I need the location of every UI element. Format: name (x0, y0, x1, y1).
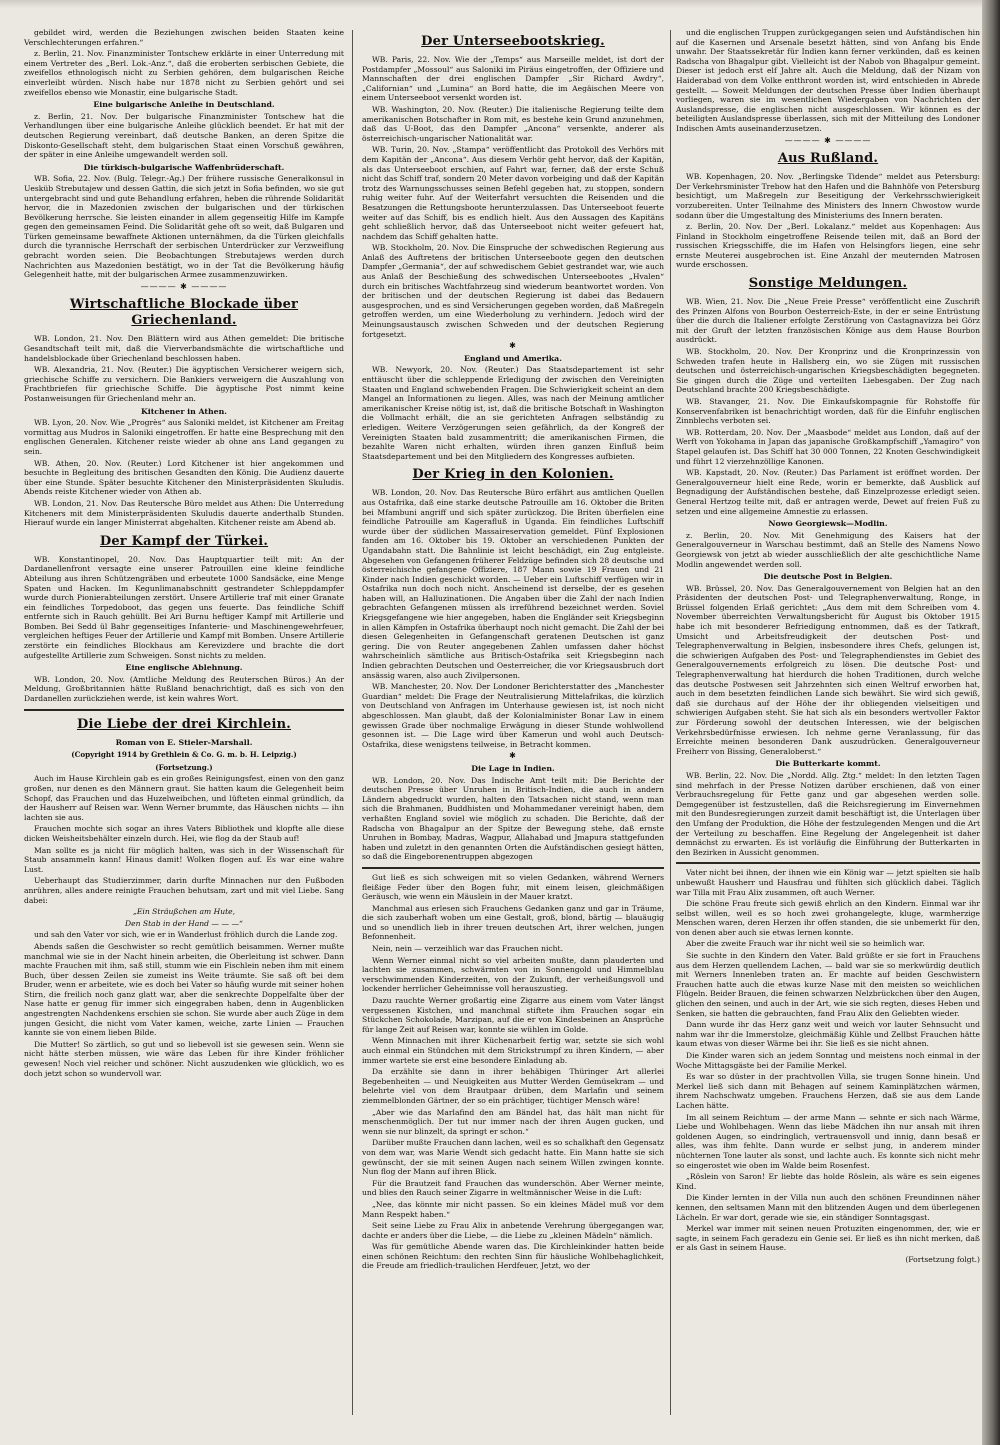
article-text: WB. Rotterdam, 20. Nov. Der „Maasbode“ meldet aus London, daß auf der Werft von Yokohama in Japan das japanische Großkampfschiff „Yamagiro“ von Stapel gelaufen ist. Das Schiff hat 30 000 Tonnen, 22 Knoten Geschwindigkeit und führt 12 vierzehnzöllige Kanonen. (676, 427, 980, 466)
article-text: WB. Lyon, 20. Nov. Wie „Progrès“ aus Saloniki meldet, ist Kitchener am Freitag vormittag aus Mudros in Saloniki eingetroffen. Er hatte eine Besprechung mit den englischen Generalen. Kitchener reiste wieder ab ohne ans Land gegangen zu sein. (24, 418, 344, 456)
subheading: England und Amerika. (464, 353, 562, 363)
article-text: z. Berlin, 21. Nov. Finanzminister Tontschew erklärte in einer Unterredung mit einem Vertreter des „Berl. Lok.-Anz.“, daß die eroberten serbischen Gebiete, die zweifellos ethnologisch nicht zu Serbien gehören, dem bulgarischen Reiche einverleibt würden. Nisch habe nur 1878 nicht zu Serbien gehört und sei zweifellos ebenso wie Monastir, eine bulgarische Stadt. (24, 49, 344, 97)
article-text: WB. Stockholm, 20. Nov. Der Kronprinz und die Kronprinzessin von Schweden trafen heute in Hallsberg ein, wo sie Zügen mit russischen deutschen und österreichisch-ungarischen Kriegsbeschädigten begegneten. Sie gingen durch die Züge und verteilten Liebesgaben. Der Zug nach Deutschland brachte 200 Kriegsbeschädigte. (676, 347, 980, 395)
subheading: Die türkisch-bulgarische Waffenbrüderschaft. (83, 162, 285, 172)
article-text: WB. Berlin, 22. Nov. Die „Nordd. Allg. Ztg.“ meldet: In den letzten Tagen sind mehrfach in der Presse Notizen darüber erschienen, daß von einer Verbrauchsregelung für Fette ganz und gar abgesehen werden solle. Demgegenüber ist festzustellen, daß die Reichsregierung im Einvernehmen mit den Bundesregierungen zurzeit damit beschäftigt ist, die Unterlagen über den Umfang der Produktion, die Höhe der festzulegenden Mengen und die Art der Verteilung zu beschaffen. Eine Regelung der Angelegenheit ist daher demnächst zu erwarten. Es ist vorläufig die Einführung der Butterkarten in den Bezirken in Aussicht genommen. (676, 770, 980, 857)
article-text: WB. Stockholm, 20. Nov. Die Einspruche der schwedischen Regierung aus Anlaß des Auftretens der britischen Unterseeboote gegen den deutschen Dampfer „Germania“, der auf schwedischem Gebiet gestrandet war, wie auch aus Anlaß der Beschießung des schwedischen Unterseebootes „Hvalen“ durch ein britisches Wachtfahrzeug sind wiederum beantwortet worden. Von der britischen und der deutschen Regierung ist dabei das Bedauern ausgesprochen, und es sind Versicherungen gegeben worden, daß Maßregeln getroffen werden, um eine Wiederholung zu verhindern. Jedoch wird der Meinungsaustausch zwischen Schweden und der deutschen Regierung fortgesetzt. (362, 243, 664, 339)
feuilleton-rule (24, 709, 344, 711)
serial-continuation: (Fortsetzung.) (155, 762, 213, 772)
article-text: WB. Sofia, 22. Nov. (Bulg. Telegr.-Ag.) Der frühere russische Generalkonsul in Uesküb Strebutajew und dessen Gattin, die sich jetzt in Sofia befinden, wo sie gut untergebracht sind und gute Behandlung erfahren, heben die rührende Solidarität hervor, die in Mazedonien zwischen der bulgarischen und der türkischen Bevölkerung herrsche. Sie leisten einander in allem gegenseitig Hilfe im Kampfe gegen den gemeinsamen Feind. Die Solidarität gehe oft so weit, daß Bulgaren und Türken gemeinsame bewaffnete Aktionen unternähmen, da die Türken gleichfalls durch die tyrannische Herrschaft der serbischen Unterdrücker zur Verzweiflung gebracht worden seien. Die Beobachtungen Strebutajews werden durch Nachrichten aus Mazedonien bestätigt, wo in der Tat die Bevölkerung häufig Gelegenheit hatte, mit der bulgarischen Armee zusammenzuwirken. (24, 174, 344, 280)
headline-ubootkrieg: Der Unterseebootskrieg. (421, 34, 605, 49)
article-text: und die englischen Truppen zurückgegangen seien und Aufständischen hin auf die Kasernen und Arsenale besetzt hätten, sind von Anfang bis Ende unwahr. Der Staatssekretär für Indien kann ferner verkünden, daß es keinen Radscha von Bhagalpur gibt. Vielleicht ist der Nabob von Bhagalpur gemeint. Dieser ist jedoch erst elf Jahre alt. Auch die Meldung, daß der Nizam von Haiderabad von dem Volke entthront worden ist, wird entschieden in Abrede gestellt. — Soweit Meldungen der deutschen Presse über Indien überhaupt vorliegen, waren sie im wesentlichen Wiedergaben von Nachrichten der Auslandspresse, die englischen nicht ausgeschlossen. Wir können es der beteiligten Auslandspresse überlassen, sich mit der Mitteilung des Londoner Indischen Amts auseinanderzusetzen. (676, 28, 980, 133)
serial-text: Wenn Werner einmal nicht so viel arbeiten mußte, dann plauderten und lachten sie zusammen, schwärmten von in Sonnengold und Himmelblau verschwimmenden Kinderzeiten, von der Zukunft, der verheißungsvoll und lockender herrlicher Geheimnisse voll herauszustieg. (362, 955, 664, 994)
article-text: WB. Manchester, 20. Nov. Der Londoner Berichterstatter des „Manchester Guardian“ meldet: Die Frage der Neutralisierung Mittelafrikas, die kürzlich von Deutschland von Anfragen im Unterhause gewiesen ist, ist noch nicht abgeschlossen. Man glaubt, daß der Kolonialminister Bonar Law in einem gewissen Grade über nochmalige Erwägung in dieser Stunde wohlwollend gesonnen ist. — Die Lage wird über Kamerun und wohl auch Deutsch-Ostafrika, diese wenigstens teilweise, in Betracht kommen. (362, 682, 664, 749)
adjacent-page-edge (982, 0, 1000, 1445)
article-text: WB. London, 21. Nov. Das Reutersche Büro meldet aus Athen: Die Unterredung Kitcheners mit dem Ministerpräsidenten Skuludis dauerte anderthalb Stunden. Hierauf wurde ein langer Ministerrat abgehalten. Kitchener reiste am Abend ab. (24, 498, 344, 528)
article-text: WB. Newyork, 20. Nov. (Reuter.) Das Staatsdepartement ist sehr enttäuscht über die schleppende Erledigung der zwischen den Vereinigten Staaten und England schwebenden Fragen. Die Schwierigkeit scheint an dem Mangel an Informationen zu liegen. Alles, was nach der Meinung amtlicher amerikanischer Kreise nötig ist, ist, daß die britische Botschaft in Washington die Vollmacht erhält, die an sie gerichteten Anfragen selbständig zu erledigen. Weitere Verzögerungen seien gefährlich, da der Kongreß der Vereinigten Staaten bald zusammentritt; die amerikanischen Firmen, die bezahlte Waren nicht erhalten, würden ihren ganzen Einfluß beim Staatsdepartement und bei den Mitgliedern des Kongresses aufbieten. (362, 365, 664, 461)
article-text: z. Berlin, 21. Nov. Der bulgarische Finanzminister Tontschew hat die Verhandlungen über eine bulgarische Anleihe glücklich beendet. Er hat mit der deutschen Regierung vereinbart, daß deutsche Banken, an deren Spitze die Diskonto-Gesellschaft steht, dem bulgarischen Staat einen Vorschuß gewähren, der später in eine Anleihe umgewandelt werden soll. (24, 111, 344, 160)
serial-text: Darüber mußte Frauchen dann lachen, weil es so schalkhaft den Gegensatz von dem war, was Marie Wendt sich gedacht hatte. Ein Mann hatte sie sich gewünscht, der sie mit seinen Augen nach seinem Willen zwingen konnte. Nun flog der Mann auf ihren Blick. (362, 1138, 664, 1177)
separator-star: ✱ (509, 751, 517, 761)
serial-text: Dazu rauchte Werner großartig eine Zigarre aus einem vom Vater längst vergessenen Kistchen, und manchmal stiftete ihm Frauchen sogar ein Stückchen Schokolade, Marzipan, auf die er von Kindesbeinen an Ansprüche für lange Zeit auf Reisen war, konnte sie wühlen im Golde. (362, 996, 664, 1034)
paper-edge (0, 0, 1000, 8)
subheading: Eine bulgarische Anleihe in Deutschland. (93, 100, 275, 110)
serial-to-be-continued: (Fortsetzung folgt.) (905, 1254, 980, 1264)
serial-author: Roman von E. Stieler-Marshall. (115, 737, 253, 747)
serial-text: Die Mutter! So zärtlich, so gut und so liebevoll ist sie gewesen sein. Wenn sie nicht hätte sterben müssen, wie wäre das Leben für ihre Kinder fröhlicher gewesen! Noch viel reicher und schöner. Nicht auszudenken wie glücklich, wo es doch jetzt schon so wundervoll war. (24, 1039, 344, 1078)
serial-text: Was für gemütliche Abende waren das. Die Kirchleinkinder hatten beide einen schönen Reichtum: den rechten Sinn für häusliche Wohlbehaglichkeit, die Freude am friedlich-traulichen Herdfeuer, Jetzt, wo der (362, 1242, 664, 1271)
column-right (676, 28, 980, 1421)
serial-text: „Aber wie das Marlafind den am Bändel hat, das hält man nicht für menschenmöglich. Der tut nur immer nach der ihren Augen gucken, und wenn sie nur blinzelt, da springt er schon.“ (362, 1107, 664, 1136)
serial-text: Es war so düster in der prachtvollen Villa, sie trugen Sonne hinein. Und Merkel ließ sich dann mit Behagen auf seinem Kaminplätzchen wärmen, ihrem Nachschwatz umgeben. Frauchens Herzen, daß sie aus dem Lande Lachen hätte. (676, 1072, 980, 1110)
verse-line: „Ein Sträußchen am Hute, (132, 907, 236, 917)
article-text: WB. Stavanger, 21. Nov. Die Einkaufskompagnie für Rohstoffe für Konservenfabriken ist benachrichtigt worden, daß für die Einfuhr englischen Zinnblechs verboten sei. (676, 397, 980, 426)
article-text: gebildet wird, werden die Beziehungen zwischen beiden Staaten keine Verschlechterungen erfahren.“ (24, 28, 344, 47)
serial-text: Die Kinder lernten in der Villa nun auch den schönen Freundinnen näher kennen, den seltsamen Mann mit den blitzenden Augen und dem überlegenen Lächeln. Er war dort, gerade wie sie, ein ständiger Sonntagsgast. (676, 1193, 980, 1222)
separator-star: ———— ✱ ———— (784, 135, 872, 145)
serial-text: Frauchen mochte sich sogar an ihres Vaters Bibliothek und klopfte alle diese dicken Weisheitsbehälter einzeln durch. Hei, wie flog da der Staub auf! (24, 824, 344, 843)
subheading: Die Butterkarte kommt. (775, 759, 881, 769)
serial-title: Die Liebe der drei Kirchlein. (76, 716, 292, 732)
article-text: WB. Alexandria, 21. Nov. (Reuter.) Die ägyptischen Versicherer weigern sich, griechische Schiffe zu versichern. Die Bankiers verweigern die Auszahlung von Frachtbriefen für griechische Schiffe. Die ägyptische Post nimmt keine Postanweisungen für Griechenland mehr an. (24, 365, 344, 403)
verse-line: Den Stab in der Hand — — —“ (125, 918, 243, 928)
subheading: Die deutsche Post in Belgien. (763, 572, 893, 582)
serial-text: Merkel war immer mit seinen neuen Protuziten eingenommen, der, wie er sagte, in seinem Fach geradezu ein Genie sei. Er ließ es ihn nicht merken, daß er als Gast in seinem Hause. (676, 1224, 980, 1253)
headline-russland: Aus Rußland. (777, 151, 879, 167)
serial-text: Vater nicht bei ihnen, der ihnen wie ein König war — jetzt spielten sie halb unbewußt Hausherr und Hausfrau und fühlten sich glücklich dabei. Täglich war Tilla mit Frau Alix zusammen, oft auch Werner. (676, 868, 980, 897)
headline-sonstige: Sonstige Meldungen. (748, 276, 908, 292)
headline-blockade: Wirtschaftliche Blockade über Griechenland. (69, 297, 299, 329)
serial-text: Wenn Minnachen mit ihrer Küchenarbeit fertig war, setzte sie sich wohl auch einmal ein Stündchen mit dem Strickstrumpf zu ihren Kindern, — aber immer wartete sie erst eine besondere Einladung ab. (362, 1036, 664, 1065)
article-text: WB. Konstantinopel, 20. Nov. Das Hauptquartier teilt mit: An der Dardanellenfront versagte eine unserer Patrouillen eine kleine feindliche Abteilung aus ihren Schützengräben und erbeutete 1000 Sandsäcke, eine Menge Spaten und Hacken. Im Kegunlimanabschnitt gestrandeter Schleppdampfer wurde durch Pionierabteilungen zerstört. Unsere Artillerie traf mit einer Granate ein feindliches Torpedoboot, das gegen uns feuerte. Das feindliche Schiff entfernte sich in Rauch gehüllt. Bei Ari Burnu heftiger Kampf mit Artillerie und Bomben. Bei Sedd ül Bahr gegenseitiges Infanterie- und Maschinengewehrfeuer, vergleichen heftiges Feuer der Artillerie und Kampf mit Bomben. Unsere Artillerie zerstörte ein feindliches Blockhaus am Kerevizdere und brachte die dort aufgestellte Artillerie zum Schweigen. Sonst nichts zu melden. (24, 554, 344, 660)
serial-text: Seit seine Liebe zu Frau Alix in anbetende Verehrung übergegangen war, dachte er anders über die Liebe, — die Liebe zu „kleinen Mädeln“ nämlich. (362, 1221, 664, 1240)
article-text: WB. London, 21. Nov. Den Blättern wird aus Athen gemeldet: Die britische Gesandtschaft teilt mit, daß die Vierverbandsmächte die wirtschaftliche und handelsblockade über Griechenland beschlossen haben. (24, 334, 344, 363)
serial-text: Nein, nein — verzeihlich war das Frauchen nicht. (372, 944, 564, 954)
separator-star: ———— ✱ ———— (140, 281, 228, 291)
serial-text: Für die Brautzeit fand Frauchen das wunderschön. Aber Werner meinte, und blies den Rauch seiner Zigarre in weltmännischer Weise in die Luft: (362, 1178, 664, 1198)
serial-text: Aber die zweite Frauch war ihr nicht weil sie so heimlich war. (686, 939, 925, 949)
article-text: WB. Kopenhagen, 20. Nov. „Berlingske Tidende“ meldet aus Petersburg: Der Verkehrsminister Trebow hat den Hafen und die Bahnhöfe von Petersburg besichtigt, um Maßregeln zur Beseitigung der Verkehrsschwierigkeit vorzubereiten. Unter Teilnahme des Ministers des Innern Chwostow wurde sodann über die Umgestaltung des Ministeriums des Innern beraten. (676, 172, 980, 220)
article-text: WB. Wien, 21. Nov. Die „Neue Freie Presse“ veröffentlicht eine Zuschrift des Prinzen Alfons von Bourbon Oesterreich-Este, in der er seine Entrüstung über die durch die Italiener erfolgte Zerstörung von Castagnavizza bei Görz mit der Gruft der letzten französischen Könige aus dem Hause Bourbon ausdrückt. (676, 297, 980, 345)
article-text: WB. London, 20. Nov. Das Reutersche Büro erfährt aus amtlichen Quellen aus Ostafrika, daß eine starke deutsche Patrouille am 16. Oktober die Briten bei Mfambuni angriff und sich später zurückzog. Die Briten überfielen eine feindliche Patrouille am Kagerafluß in Uganda. Ein feindliches Luftschiff wurde über der südlichen Massaireservation gemeldet. Fünf Explosionen fanden am 16. Oktober bis 19. Oktober an verschiedenen Punkten der Ugandabahn statt. Die Bahnlinie ist leicht beschädigt, ein Zug entgleiste. Abgesehen von Gefangenen früherer Feldzüge befinden sich 28 deutsche und österreichische gefangene Offiziere, 187 Mann sowie 19 Frauen und 21 Kinder nach Indien geschickt worden. — Ueber ein Luftschiff verfügen wir in Ostafrika nun doch noch nicht. Anscheinend ist derselbe, der es gesehen haben will, an Halluzinationen. Die Angaben über die Zahl der nach Indien gebrachten Gefangenen müssen als irreführend bezeichnet werden. Soviel Kriegsgefangene wie hier angegeben, haben die Engländer seit Kriegsbeginn in allen Kämpfen in Ostafrika überhaupt noch nicht gemacht. Die Zahl der bei diesen Gelegenheiten in Gefangenschaft geratenen Deutschen ist ganz gering. Die von Reuter angegebenen Zahlen umfassen daher höchst wahrscheinlich sämtliche aus Britisch-Ostafrika seit Kriegsbeginn nach Indien gebrachten Deutschen und Oesterreicher, die vor Kriegsausbruch dort ansässig waren, also auch Zivilpersonen. (362, 488, 664, 680)
serial-text: Sie suchte in den Kindern den Vater. Bald grüßte er sie fort in Frauchens aus dem Herzen quellendem Lachen, — bald war sie so merkwürdig deutlich mit Werners Innenleben traten an. Er machte auf beiden Geschwistern Frauchen hatte auch die etwas kurze Nase mit den meisten so weichlichen Flügeln. Beider Brauen, die feinen schwarzen Nelzbrückchen über den Augen, glichen den seinen, und auch in der Art, wie sie sich regten, dieses Heben und Senken, sie hatten die gebrauchten, fand Frau Alix den Geliebten wieder. (676, 951, 980, 1018)
column-rule (352, 30, 353, 1415)
feuilleton-rule (362, 867, 664, 869)
serial-text: und sah den Vater vor sich, wie er in Wanderlust fröhlich durch die Lande zog. (34, 930, 338, 940)
serial-text: Gut ließ es sich schweigen mit so vielen Gedanken, während Werners fleißige Feder über den Bogen fuhr, mit einem leisen, gleichmäßigen Geräusch, wie wenn ein Mäuslein in der Mauer kratzt. (362, 872, 664, 902)
headline-kolonien: Der Krieg in den Kolonien. (412, 467, 614, 483)
article-text: z. Berlin, 20. Nov. Mit Genehmigung des Kaisers hat der Generalgouverneur in Warschau bestimmt, daß an Stelle des Namens Nowo Georgiewsk von jetzt ab wieder ausschließlich der alte geschichtliche Name Modlin angewendet werden soll. (676, 530, 980, 569)
article-text: z. Berlin, 20. Nov. Der „Berl. Lokalanz.“ meldet aus Kopenhagen: Aus Finland in Stockholm eingetroffene Reisende teilen mit, daß an Bord der russischen Kriegsschiffe, die im Hafen von Helsingfors liegen, eine sehr ernste Meuterei ausgebrochen ist. Eine Anzahl der meuternden Matrosen wurde erschossen. (676, 222, 980, 270)
serial-text: Im all seinem Reichtum — der arme Mann — sehnte er sich nach Wärme, Liebe und Wohlbehagen. Wenn das liebe Mädchen ihn nur ansah mit ihren goldenen Augen, so eindringlich, vertrauensvoll und innig, dann besaß er alles, was ihm fehlte. Dann wurde er selbst jung, in anderem minder nüchternen Tone lauter als sonst, und lachte auch. Es konnte sich nicht mehr so eingerostet wie oben im Walde beim Rosenfest. (676, 1112, 980, 1170)
subheading: Kitchener in Athen. (140, 406, 228, 416)
article-text: WB. Kapstadt, 20. Nov. (Reuter.) Das Parlament ist eröffnet worden. Der Generalgouverneur hielt eine Rede, worin er bemerkte, daß Ausblick auf Begnadigung der Aufständischen bestehe, daß Einzelprozesse erledigt seien. General Hertzog teilte mit, daß er antragen werde, Dewet auf freien Fuß zu setzen und eine allgemeine Amnestie zu erlassen. (676, 468, 980, 516)
column-middle (362, 28, 664, 1421)
article-text: WB. Washington, 20. Nov. (Reuter.) Die italienische Regierung teilte dem amerikanischen Botschafter in Rom mit, es bestehe kein Grund anzunehmen, daß das U-Boot, das den Dampfer „Ancona“ versenkte, anderer als österreichisch-ungarischer Nationalität war. (362, 104, 664, 143)
subheading: Nowo Georgiewsk—Modlin. (768, 519, 888, 529)
article-text: WB. Paris, 22. Nov. Wie der „Temps“ aus Marseille meldet, ist dort der Postdampfer „Mossoul“ aus Saloniki im Piräus eingetroffen, der Offiziere und Mannschaften der drei englischen Dampfer „Sir Richard Awdry“, „Californian“ und „Lumina“ an Bord hatte, die im Aegäischen Meere von einem Unterseeboot versenkt worden ist. (362, 55, 664, 103)
serial-text: Da erzählte sie dann in ihrer behäbigen Thüringer Art allerlei Begebenheiten — und Neuigkeiten aus Mutter Werden Gemüsekram — und belehrte viel von dem Brautpaar drüben, dem Marlafin und seinem ziemmelblonden Gärtner, der so ein prächtiger, tüchtiger Mensch wäre! (362, 1067, 664, 1105)
column-rule (670, 30, 671, 1415)
serial-text: „Nee, das könnte mir nicht passen. So ein kleines Mädel muß vor dem Mann Respekt haben.“ (362, 1199, 664, 1219)
serial-text: Man sollte es ja nicht für möglich halten, was sich in der Wissenschaft für Staub ansammeln kann! Hinaus damit! Wolken flogen auf. Es war eine wahre Lust. (24, 845, 344, 874)
serial-text: „Röslein von Saron! Er liebte das holde Röslein, als wäre es sein eigenes Kind. (676, 1172, 980, 1191)
subheading: Eine englische Ablehnung. (125, 663, 243, 673)
serial-text: Manchmal aus erlesen sich Frauchens Gedanken ganz und gar in Träume, die sich zauberhaft woben um eine Gestalt, groß, blond, bärtig — blauäugig und so unendlich lieb in ihrer treuen deutschen Art, ihrer welchen, jungen Befonnenheit. (362, 903, 664, 942)
subheading: Die Lage in Indien. (471, 763, 555, 773)
article-text: WB. London, 20. Nov. Das Indische Amt teilt mit: Die Berichte der deutschen Presse über Unruhen in Britisch-Indien, die auch in andern Ländern abgedruckt wurden, halten den Tatsachen nicht stand, wenn man sich die Brahmanen, Buddhisten und Mohammedaner vereinigt haben, dem verhaßten England soviel wie möglich zu schaden. Die Berichte, daß der Radscha von Bhagalpur an der Spitze der Bewegung stehe, daß ernste Unruhen in Bombay, Madras, Wagpur, Allahabad und Jmapura stattgefunden haben und zuletzt in den genannten Orten die Aufständischen gesiegt hätten, so daß die Eingeborenentruppen abgezogen (362, 775, 664, 862)
serial-text: Die Kinder waren sich an jedem Sonntag und meistens noch einmal in der Woche Mittagsgäste bei der Familie Merkel. (676, 1051, 980, 1070)
article-text: WB. London, 20. Nov. (Amtliche Meldung des Reuterschen Büros.) An der Meldung, Großbritannien hätte Rußland benachrichtigt, daß es sich von den Dardanellen zurückziehen werde, ist kein wahres Wort. (24, 674, 344, 704)
headline-tuerkei: Der Kampf der Türkei. (99, 533, 269, 549)
separator-star: ✱ (509, 341, 517, 351)
serial-text: Ueberhaupt das Studierzimmer, darin durfte Minnachen nur den Fußboden anrühren, alles andere reinigte Frauchen behutsam, zart und mit viel Liebe. Sang dabei: (24, 876, 344, 905)
serial-text: Abends saßen die Geschwister so recht gemütlich beisammen. Werner mußte manchmal wie sie in der Nacht hinein arbeiten, die Oberleitung ist schwer. Dann machte Frauchen mit ihm, saß still, stumm wie ein Fischlein neben ihm mit einem Buch, über dessen Zeilen sie zumeist ins Weite träumte. Sie saß oft bei dem Bruder, wenn er arbeitete, wie es doch bei Vater so häufig wurde mit seiner hohen Stirn, die freilich noch ganz glatt war, aber die senkrechte Doppelfalte über der Nase hatte er genug für immer sich eingegraben haben, denn in Augenblicken angestrengten Nachdenkens erschien sie schon. Sie wurde aber auch Züge in dem jungen Gesicht, die nicht vom Vater kamen, weiche, zarte Linien — Frauchen kannte sie von einem lieben Bilde. (24, 941, 344, 1038)
article-text: WB. Turin, 20. Nov. „Stampa“ veröffentlicht das Protokoll des Verhörs mit dem Kapitän der „Ancona“. Aus diesem Verhör geht hervor, daß der Kapitän, als das Unterseeboot erschien, auf Fahrt war, ferner, daß der erste Schuß nicht das Schiff traf, sondern 20 Meter davon vorbeiging und daß der Kapitän trotz des Warnungsschusses seinen Befehl gegeben hat, zu stoppen, sondern ruhig weiter fuhr. Auf der Weiterfahrt versuchten die Reisenden und die Besatzungen die Rettungsboote herunterzulassen. Das Unterseeboot feuerte weiter auf das Schiff, bis es endlich hielt. Aus den Aussagen des Kapitäns geht schließlich hervor, daß das Unterseeboot nicht weiter gefeuert hat, nachdem das Schiff gehalten hatte. (362, 145, 664, 241)
serial-text: Die schöne Frau freute sich gewiß ehrlich an den Kindern. Einmal war ihr selbst willen, weil es so hoch zwei grohangelegte, kluge, warmherzige Menschen waren, deren Herzen ihr offen standen, die sie unbemerkt für den, von denen aber auch sie etwas lernen konnte. (676, 899, 980, 937)
serial-text: Auch im Hause Kirchlein gab es ein großes Reinigungsfest, einen von den ganz großen, nur denen es den Männern graut. Sie hatten kaum die Gelegenheit beim Schopf, das Frauchen und das Huzelweibchen, und lüfteten einmal gründlich, da der Hausherr auf Reisen war. Wenn Werner brummte, das Häuschen nichts — ihn lachten sie aus. (24, 774, 344, 822)
feuilleton-rule (676, 862, 980, 864)
column-left (24, 28, 344, 1421)
serial-text: Dann wurde ihr das Herz ganz weit und weich vor lauter Sehnsucht und nahm war ihr die Immerstolze, gleichmäßig Kühle und Zellbst Frauchen hätte kaum etwas von dieser Wärme bei ihr. Sie ließ es sie nicht ahnen. (676, 1020, 980, 1049)
serial-copyright: (Copyright 1914 by Grethlein & Co. G. m. b. H. Leipzig.) (71, 750, 297, 760)
article-text: WB. Brüssel, 20. Nov. Das Generalgouvernement von Belgien hat an den Präsidenten der deutschen Post- und Telegraphenverwaltung, Ronge, in Brüssel folgenden Erlaß gerichtet: „Aus dem mit dem Schreiben vom 4. November überreichten Verwaltungsbericht für August bis Oktober 1915 habe ich mit besonderer Befriedigung entnommen, daß es der Tatkraft, Umsicht und Arbeitsfreudigkeit der deutschen Post- und Telegraphenverwaltung in Belgien, insbesondere ihres Chefs, gelungen ist, die schwierigen Aufgaben des Post- und Telegraphendienstes im Gebiet des Generalgouvernements erfolgreich zu lösen. Die deutsche Post- und Telegraphenverwaltung hat hierdurch die hohen Traditionen, durch welche das deutsche Postwesen seit Jahrzehnten sich einen Weltruf erworben hat, auch in dem besetzten feindlichen Lande sich bewährt. Sie wird sich gewiß, daß sie durchaus auf der Höhe der ihr obliegenden vielseitigen und schwierigen Aufgaben steht. Sie hat sich als ein besonders wertvoller Faktor zur Förderung sowohl der deutschen Interessen, wie der belgischen Verkehrsbedürfnisse erwiesen. Ich nehme gerne Veranlassung, für das Erreichte meinen besonderen Dank auszudrücken. Generalgouverneur Freiherr von Bissing, Generaloberst.“ (676, 583, 980, 756)
article-text: WB. Athen, 20. Nov. (Reuter.) Lord Kitchener ist hier angekommen und besuchte in Begleitung des britischen Gesandten den König. Die Audienz dauerte über eine Stunde. Später besuchte Kitchener den Ministerpräsidenten Skuludis. Abends reiste Kitchener wieder von Athen ab. (24, 458, 344, 497)
